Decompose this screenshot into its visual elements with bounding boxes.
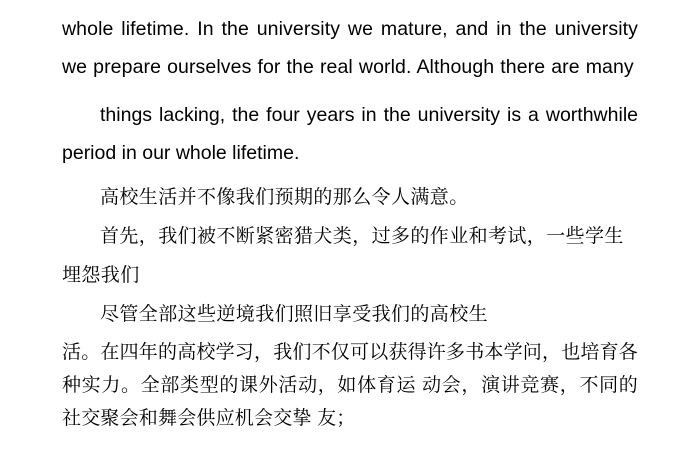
- english-paragraph-1: whole lifetime. In the university we mature, and in the university we prepare ourselves for the real world. Although there are many: [62, 18, 638, 78]
- english-paragraph-2: things lacking, the four years in the university is a worthwhile period in our whole lifetime.: [62, 104, 638, 164]
- chinese-paragraph-4: 活。在四年的高校学习，我们不仅可以获得许多书本学问，也培育各种实力。全部类型的课外活动，如体育运 动会，演讲竞赛，不同的社交聚会和舞会供应机会交挚 友；: [62, 342, 639, 429]
- chinese-paragraph-2: 首先，我们被不断紧密猎犬类，过多的作业和考试，一些学生埋怨我们: [62, 226, 624, 286]
- paragraph-spacer: [62, 86, 638, 92]
- chinese-paragraph-3: 尽管全部这些逆境我们照旧享受我们的高校生: [100, 304, 489, 325]
- chinese-paragraph-1: 高校生活并不像我们预期的那么令人满意。: [100, 187, 469, 208]
